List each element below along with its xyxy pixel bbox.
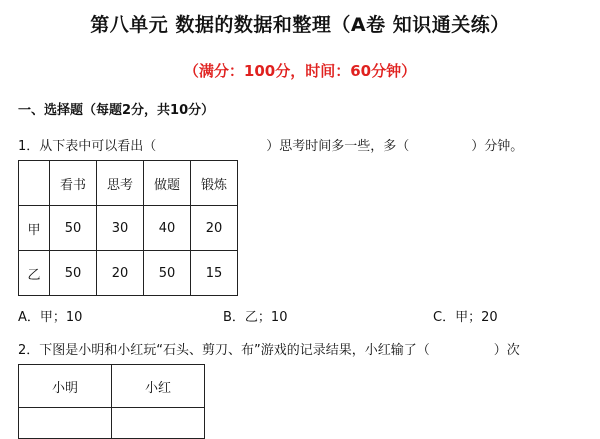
question-1-text-b: ）思考时间多一些，多（: [266, 139, 410, 154]
row-label: 乙: [19, 251, 50, 296]
column-header: 思考: [97, 161, 144, 206]
table-cell: 50: [50, 251, 97, 296]
table-cell: 30: [97, 206, 144, 251]
column-header: 小明: [19, 365, 112, 408]
table-cell: 40: [144, 206, 191, 251]
page-title: 第八单元 数据的数据和整理（A卷 知识通关练）: [90, 14, 510, 36]
question-1-options: [18, 306, 598, 324]
table-cell: [112, 408, 205, 439]
table-row: [19, 408, 205, 439]
table-cell: 20: [191, 206, 238, 251]
question-1-text-a: 1．从下表中可以看出（: [18, 139, 157, 154]
table-cell: 50: [50, 206, 97, 251]
question-1: [18, 135, 523, 154]
column-header: 小红: [112, 365, 205, 408]
row-label: 甲: [19, 206, 50, 251]
table-cell: 15: [191, 251, 238, 296]
option-b[interactable]: B．乙；10: [223, 310, 288, 325]
question-2: [18, 339, 520, 358]
table-cell: [19, 408, 112, 439]
question-1-text-c: ）分钟。: [471, 139, 524, 154]
table-header-row: [19, 365, 205, 408]
table-corner-cell: [19, 161, 50, 206]
question-2-text-b: ）次: [493, 343, 520, 358]
table-row: [19, 251, 238, 296]
table-row: [19, 206, 238, 251]
column-header: 锻炼: [191, 161, 238, 206]
table-cell: 50: [144, 251, 191, 296]
table-cell: 20: [97, 251, 144, 296]
option-a[interactable]: A．甲；10: [18, 310, 83, 325]
column-header: 做题: [144, 161, 191, 206]
game-record-table: [18, 364, 205, 439]
section-heading: 一、选择题（每题2分，共10分）: [18, 103, 215, 118]
question-2-text-a: 2．下图是小明和小红玩“石头、剪刀、布”游戏的记录结果，小红输了（: [18, 343, 430, 358]
option-c[interactable]: C．甲；20: [433, 310, 498, 325]
column-header: 看书: [50, 161, 97, 206]
time-table: [18, 160, 238, 296]
exam-info: （满分：100分，时间：60分钟）: [183, 62, 417, 80]
table-header-row: [19, 161, 238, 206]
